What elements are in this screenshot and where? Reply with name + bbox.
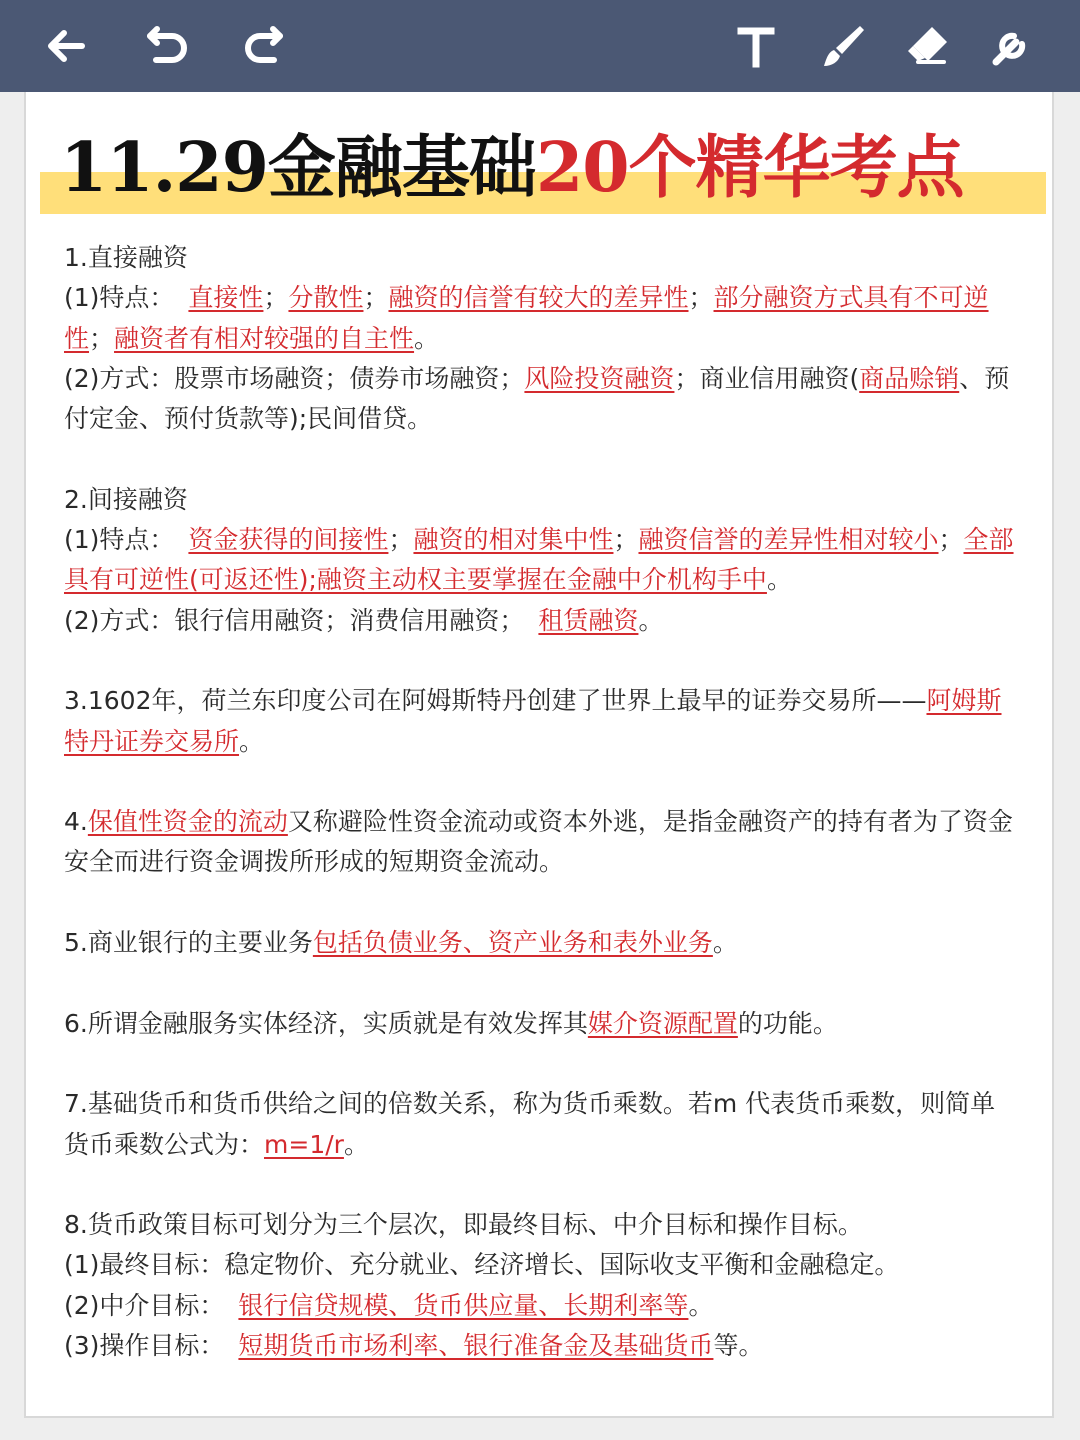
key-point: 短期货币市场利率、银行准备金及基础货币 xyxy=(238,1331,714,1361)
key-point: 部分融资方式具有不可逆性 xyxy=(64,283,989,353)
section-6 xyxy=(64,1004,1014,1044)
text: 。 xyxy=(688,1290,714,1320)
text-tool-icon[interactable] xyxy=(728,18,784,74)
sep: ； xyxy=(263,283,289,313)
section-8-operating-goals xyxy=(64,1326,1014,1366)
title-part-date: 11.29金融基础 xyxy=(60,128,536,208)
sep: ； xyxy=(89,323,115,353)
text: 等。 xyxy=(713,1331,764,1361)
key-point: 包括负债业务、资产业务和表外业务 xyxy=(312,928,713,958)
title-part-highlight: 20个精华考点 xyxy=(535,128,964,208)
section-1-methods xyxy=(64,359,1014,440)
key-point: 媒介资源配置 xyxy=(587,1008,738,1038)
page-title xyxy=(60,120,964,216)
back-arrow-icon[interactable] xyxy=(38,18,94,74)
text: 。 xyxy=(239,726,265,756)
section-3 xyxy=(64,681,1014,762)
label: (1)特点： xyxy=(64,525,175,555)
label: (2)中介目标： xyxy=(64,1290,225,1320)
section-4 xyxy=(64,802,1014,883)
text: 7.基础货币和货币供给之间的倍数关系，称为货币乘数。若m 代表货币乘数，则简单货币乘数公式为： xyxy=(64,1089,996,1159)
text: 。 xyxy=(343,1129,369,1159)
section-2-features xyxy=(64,520,1014,601)
sep: ； xyxy=(688,283,714,313)
label: (3)操作目标： xyxy=(64,1331,225,1361)
text: 3.1602年，荷兰东印度公司在阿姆斯特丹创建了世界上最早的证券交易所—— xyxy=(64,686,927,716)
sep: ； xyxy=(388,525,414,555)
undo-icon[interactable] xyxy=(138,18,194,74)
section-1-heading: 1.直接融资 xyxy=(64,243,188,272)
sep: 。 xyxy=(766,565,792,595)
key-point: 商品赊销 xyxy=(859,363,960,393)
sep: 。 xyxy=(414,323,440,353)
notes-content xyxy=(64,238,1014,1366)
key-point: 资金获得的间接性 xyxy=(188,525,389,555)
key-point: 融资的相对集中性 xyxy=(413,525,614,555)
section-8-heading: 8.货币政策目标可划分为三个层次，即最终目标、中介目标和操作目标。 xyxy=(64,1210,863,1240)
text: ；商业信用融资( xyxy=(674,363,860,393)
title-block xyxy=(40,120,1046,216)
section-2-heading: 2.间接融资 xyxy=(64,484,188,514)
text: 。 xyxy=(638,605,664,635)
text: 、预付定金、预付货款等);民间借贷。 xyxy=(64,363,1010,434)
text: 4. xyxy=(64,807,88,837)
key-point: 融资者有相对较强的自主性 xyxy=(114,323,415,353)
section-2-methods xyxy=(64,601,1014,641)
key-point: 融资的信誉有较大的差异性 xyxy=(388,283,689,313)
text: (2)方式：股票市场融资；债券市场融资； xyxy=(64,363,525,393)
text: 6.所谓金融服务实体经济，实质就是有效发挥其 xyxy=(64,1008,588,1038)
key-point: 保值性资金的流动 xyxy=(87,807,288,837)
key-point: 分散性 xyxy=(288,283,364,313)
brush-icon[interactable] xyxy=(816,18,872,74)
redo-icon[interactable] xyxy=(236,18,292,74)
text: (2)方式：银行信用融资；消费信用融资； xyxy=(64,605,525,635)
section-5 xyxy=(64,923,1014,963)
key-point: 风险投资融资 xyxy=(524,363,675,393)
sep: ； xyxy=(613,525,639,555)
key-point: 直接性 xyxy=(188,283,264,313)
sep: ； xyxy=(938,525,964,555)
text: 又称避险性资金流动或资本外逃，是指金融资产的持有者为了资金安全而进行资金调拨所形成的短期资金流动。 xyxy=(64,807,1013,877)
section-1-features xyxy=(64,278,1014,359)
key-point: 银行信贷规模、货币供应量、长期利率等 xyxy=(238,1290,689,1320)
key-point: 阿姆斯特丹证券交易所 xyxy=(64,686,1002,756)
key-point: 租赁融资 xyxy=(538,605,639,635)
top-toolbar xyxy=(0,0,1080,92)
section-8-intermediate-goals xyxy=(64,1286,1014,1326)
text: 。 xyxy=(712,928,738,958)
label: (1)特点： xyxy=(64,283,175,313)
key-point: m=1/r xyxy=(264,1129,344,1159)
eraser-icon[interactable] xyxy=(900,18,956,74)
text: 的功能。 xyxy=(737,1008,838,1038)
key-point: 全部具有可逆性(可返还性);融资主动权主要掌握在金融中介机构手中 xyxy=(64,525,1014,595)
text: 5.商业银行的主要业务 xyxy=(64,928,313,958)
section-8-final-goals: (1)最终目标：稳定物价、充分就业、经济增长、国际收支平衡和金融稳定。 xyxy=(64,1250,900,1280)
key-point: 融资信誉的差异性相对较小 xyxy=(638,525,939,555)
sep: ； xyxy=(363,283,389,313)
wrench-icon[interactable] xyxy=(984,18,1040,74)
section-7 xyxy=(64,1084,1014,1165)
